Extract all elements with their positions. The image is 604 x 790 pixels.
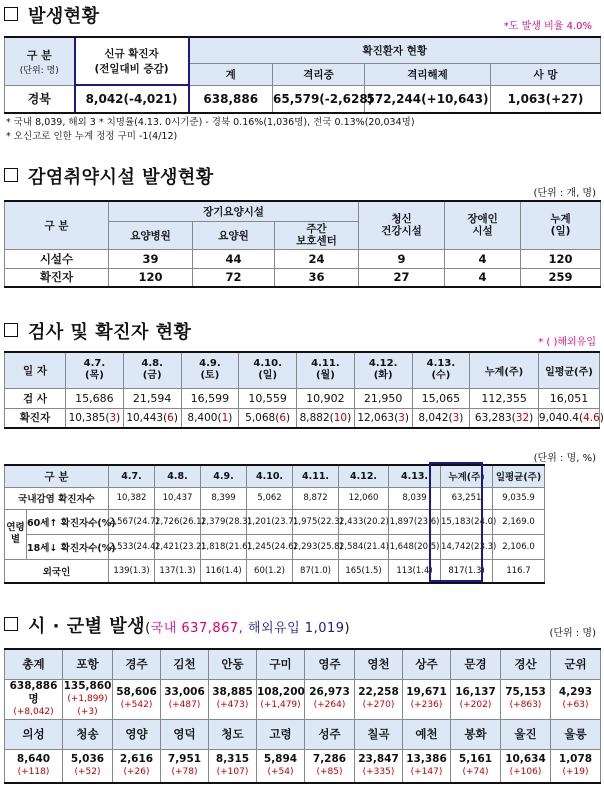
death-value: 1,063(+27) — [491, 85, 601, 113]
confirmed-value: 10,443 — [126, 411, 164, 424]
day-care-header — [275, 221, 359, 249]
cell: 2,293(25.8) — [293, 534, 339, 559]
daily-average-header: 일평균(주) — [493, 465, 545, 487]
table-row — [5, 268, 601, 287]
cell: 2,433(20.2) — [339, 509, 389, 534]
delta: (+1,899)(+3) — [67, 693, 108, 717]
section-title-status — [4, 2, 100, 28]
delta: (+74) — [462, 766, 489, 777]
delta: (+8,042) — [13, 706, 54, 717]
city-value — [209, 749, 257, 783]
date-header-6: 4.13. — [389, 465, 441, 487]
date-header-3: 4.10. — [247, 465, 293, 487]
city-name: 경주 — [113, 649, 161, 679]
cum-l2: (일) — [550, 225, 571, 238]
date-header-0: 4.7. — [109, 465, 155, 487]
cumulative-header: 누계(주) — [470, 352, 539, 388]
cell: 2,379(28.3) — [201, 509, 247, 534]
unit-label: (단위: 명) — [19, 65, 59, 76]
domestic-count: 국내 637,867, — [150, 621, 244, 636]
cell: 72 — [193, 268, 275, 287]
city-value — [113, 749, 161, 783]
released-value: 572,244(+10,643) — [365, 85, 491, 113]
cell: 112,355 — [470, 388, 539, 408]
cell: 36 — [275, 268, 359, 287]
delta: (+863) — [509, 700, 542, 710]
confirmed-value: 63,283 — [474, 411, 512, 424]
confirmed-group-header: 확진환자 현황 — [189, 37, 601, 63]
row-label: 확진자 — [5, 268, 109, 287]
count: 22,258 — [358, 686, 399, 698]
section-title-text: 감염취약시설 발생현황 — [28, 167, 214, 188]
date-header-4: 4.11. — [293, 465, 339, 487]
count: 2,616 — [119, 752, 154, 765]
date-header-2: 4.9. — [201, 465, 247, 487]
overseas-value: 1 — [221, 411, 229, 424]
weekday-label: (금) — [142, 370, 162, 382]
cell: 14,742(23.3) — [441, 534, 493, 559]
checkbox-bullet-icon — [4, 617, 18, 631]
row-label: 국내감염 확진자수 — [5, 487, 109, 509]
cell: 116(1.4) — [201, 559, 247, 583]
weekday-label: (월) — [315, 370, 335, 382]
overseas-value: 3 — [452, 411, 460, 424]
table-row — [5, 534, 601, 559]
cell: 10,559 — [239, 388, 297, 408]
city-value-row — [5, 749, 601, 783]
city-value — [451, 749, 501, 783]
date-header-2 — [181, 352, 239, 388]
count: 10,634 — [505, 752, 546, 765]
count: 7,951 — [167, 752, 202, 765]
confirmed-row — [5, 408, 600, 428]
cell: 63,251 — [441, 487, 493, 509]
cell: 27 — [359, 268, 445, 287]
cell: 8,042(3) — [412, 408, 470, 428]
delta: (+63) — [562, 700, 589, 710]
delta: (+19) — [562, 766, 589, 777]
count: 33,006 — [164, 686, 205, 698]
weekday-label: (목) — [84, 370, 104, 382]
city-value — [161, 679, 209, 719]
section-title-text: 검사 및 확진자 현황 — [28, 322, 192, 343]
delta: (+264) — [313, 700, 346, 710]
city-name: 구미 — [257, 649, 305, 679]
count: 23,847 — [358, 752, 399, 765]
date-label: 4.12. — [368, 358, 398, 370]
new-cases-value: 8,042(-4,021) — [75, 85, 189, 113]
date-label: 4.11. — [311, 358, 340, 370]
cell: 5,068(6) — [239, 408, 297, 428]
cell: 10,902 — [297, 388, 355, 408]
city-name: 청도 — [209, 719, 257, 749]
cell: 1,818(21.6) — [201, 534, 247, 559]
cell: 2,106.0 — [493, 534, 545, 559]
cities-unit: (단위 : 명) — [549, 628, 596, 639]
count: 13,386 — [406, 752, 447, 765]
cell: 1,975(22.3) — [293, 509, 339, 534]
total-header: 계 — [189, 63, 273, 85]
city-value — [5, 749, 63, 783]
section-title-tests — [4, 318, 191, 344]
city-name: 안동 — [209, 649, 257, 679]
date-header-0 — [66, 352, 124, 388]
youth-l1: 청신 — [391, 213, 412, 226]
delta: (+54) — [267, 766, 294, 777]
city-value — [403, 749, 451, 783]
total-value: 638,886 — [189, 85, 273, 113]
isolation-value: 65,579(-2,628) — [273, 85, 365, 113]
city-value — [551, 679, 601, 719]
delta: (+473) — [216, 700, 249, 710]
cell: 2,533(24.4) — [109, 534, 155, 559]
dis-l2: 시설 — [472, 225, 493, 238]
count: 8,315 — [215, 752, 250, 765]
section-title-text: 시 · 군별 발생 — [28, 616, 146, 637]
daily-average-header: 일평균(주) — [538, 352, 599, 388]
city-name: 성주 — [305, 719, 355, 749]
delta: (+487) — [168, 700, 201, 710]
delta: (+335) — [362, 766, 395, 777]
cell: 1,201(23.7) — [247, 509, 293, 534]
city-value — [5, 679, 63, 719]
date-label: 4.7. — [83, 358, 106, 370]
date-header-1 — [123, 352, 181, 388]
disability-facility-header — [445, 201, 521, 249]
city-name: 경산 — [501, 649, 551, 679]
delta: (+118) — [17, 766, 50, 777]
table-row — [5, 559, 601, 583]
count: 38,885 — [212, 686, 253, 698]
count: 7,286 — [312, 752, 347, 765]
row-label: 확진자 — [5, 408, 66, 428]
cell: 63,283(32) — [470, 408, 539, 428]
cell: 1,648(20.5) — [389, 534, 441, 559]
row-label: 검 사 — [5, 388, 66, 408]
cell: 1,897(23.6) — [389, 509, 441, 534]
gubun-header: 구 분 — [5, 465, 109, 487]
age-table — [4, 464, 601, 584]
table-row — [5, 249, 601, 268]
delta: (+52) — [74, 766, 101, 777]
cumulative-header: 누계(주) — [441, 465, 493, 487]
count: 638,886명 — [9, 679, 58, 705]
t2-unit: (단위 : 명, %) — [533, 453, 596, 464]
cell: 259 — [521, 268, 601, 287]
cell: 120 — [109, 268, 193, 287]
count: 5,036 — [70, 752, 105, 765]
city-value — [451, 679, 501, 719]
note-line-1: * 국내 8,039, 해외 3 * 치명률(4.13. 0시기준) - 경북 0.16%(1,036명), 전국 0.13%(20,034명) — [6, 117, 415, 128]
city-name: 의성 — [5, 719, 63, 749]
city-name: 고령 — [257, 719, 305, 749]
cell: 87(1.0) — [293, 559, 339, 583]
delta: (+26) — [123, 766, 150, 777]
facilities-unit: (단위 : 개, 명) — [533, 188, 596, 199]
overseas-value: 3 — [109, 411, 117, 424]
city-name: 예천 — [403, 719, 451, 749]
section-title-text: 발생현황 — [28, 6, 100, 27]
delta: (+85) — [316, 766, 343, 777]
note-line-2: * 오신고로 인한 누계 정정 구미 -1(4/12) — [6, 131, 178, 142]
gubun-header — [5, 37, 75, 85]
count: 75,153 — [505, 686, 546, 698]
delta: (+147) — [410, 766, 443, 777]
cell: 120 — [521, 249, 601, 268]
cell: 5,062 — [247, 487, 293, 509]
city-name: 울릉 — [551, 719, 601, 749]
weekday-label: (토) — [200, 370, 220, 382]
weekday-label: (화) — [373, 370, 393, 382]
sub-paren: ) — [344, 621, 351, 636]
age-table-header-row — [5, 465, 601, 487]
city-name: 김천 — [161, 649, 209, 679]
cell: 10,443(6) — [123, 408, 181, 428]
cell: 12,060 — [339, 487, 389, 509]
cell: 24 — [275, 249, 359, 268]
confirmed-value: 8,042 — [418, 411, 449, 424]
confirmed-value: 9,040.4 — [538, 411, 579, 424]
city-value — [257, 749, 305, 783]
tests-row — [5, 388, 600, 408]
city-name: 칠곡 — [355, 719, 403, 749]
city-name: 영양 — [113, 719, 161, 749]
count: 135,860 — [63, 679, 112, 692]
city-value — [63, 749, 113, 783]
table-row — [5, 487, 601, 509]
nursing-hospital-header: 요양병원 — [109, 221, 193, 249]
city-value — [209, 679, 257, 719]
cumulative-header — [521, 201, 601, 249]
day-l1: 주간 — [306, 223, 327, 235]
cell: 21,950 — [354, 388, 412, 408]
cell: 16,599 — [181, 388, 239, 408]
cell: 2,421(23.2) — [155, 534, 201, 559]
delta: (+202) — [459, 700, 492, 710]
count: 26,973 — [309, 686, 350, 698]
count: 4,293 — [558, 686, 593, 698]
city-name-row — [5, 649, 601, 679]
city-name: 영덕 — [161, 719, 209, 749]
weekday-label: (수) — [431, 370, 451, 382]
city-value — [113, 679, 161, 719]
tests-table — [4, 351, 604, 429]
date-label: 4.10. — [253, 358, 282, 370]
count: 5,161 — [458, 752, 493, 765]
cell: 116.7 — [493, 559, 545, 583]
checkbox-bullet-icon — [4, 168, 18, 182]
age-group-label: 연령별 — [5, 509, 27, 559]
cell: 139(1.3) — [109, 559, 155, 583]
count: 1,078 — [558, 752, 593, 765]
cell: 10,382 — [109, 487, 155, 509]
checkbox-bullet-icon — [4, 7, 18, 21]
new-cases-header — [75, 37, 189, 85]
city-value — [63, 679, 113, 719]
cities-table — [4, 648, 601, 784]
cell: 12,063(3) — [354, 408, 412, 428]
city-name: 영천 — [355, 649, 403, 679]
section-title-facilities — [4, 163, 214, 189]
cell: 10,437 — [155, 487, 201, 509]
city-name: 포항 — [63, 649, 113, 679]
date-header-3 — [239, 352, 297, 388]
new-cases-sub-label: (전일대비 증감) — [94, 63, 169, 75]
new-cases-label: 신규 확진자 — [104, 48, 159, 60]
row-label: 시설수 — [5, 249, 109, 268]
cell: 2,726(26.1) — [155, 509, 201, 534]
cum-l1: 누계 — [550, 213, 571, 226]
overseas-value: 32 — [515, 411, 530, 424]
count: 19,671 — [406, 686, 447, 698]
cell: 8,399 — [201, 487, 247, 509]
overseas-value: 10 — [333, 411, 348, 424]
cell: 2,169.0 — [493, 509, 545, 534]
count: 108,200 — [257, 686, 305, 698]
date-label: 4.9. — [199, 358, 221, 370]
cell: 39 — [109, 249, 193, 268]
city-value-row — [5, 679, 601, 719]
city-name: 군위 — [551, 649, 601, 679]
row-label: 외국인 — [5, 559, 109, 583]
city-value — [355, 749, 403, 783]
cell: 16,051 — [538, 388, 599, 408]
cell: 137(1.3) — [155, 559, 201, 583]
overseas-note: * ( )해외유입 — [538, 337, 596, 348]
count: 58,606 — [116, 686, 157, 698]
death-header: 사 망 — [491, 63, 601, 85]
status-table — [4, 36, 601, 114]
delta: (+270) — [362, 700, 395, 710]
count: 8,640 — [16, 752, 51, 765]
cell: 8,400(1) — [181, 408, 239, 428]
city-name: 청송 — [63, 719, 113, 749]
cell: 8,039 — [389, 487, 441, 509]
isolation-header: 격리중 — [273, 63, 365, 85]
confirmed-value: 8,400 — [187, 411, 218, 424]
gubun-label: 구 분 — [26, 48, 52, 62]
city-value — [501, 749, 551, 783]
confirmed-value: 8,882 — [299, 411, 330, 424]
section-title-cities — [4, 612, 350, 638]
city-value — [355, 679, 403, 719]
status-row — [5, 85, 601, 113]
city-value — [551, 749, 601, 783]
city-name: 영주 — [305, 649, 355, 679]
date-header-5: 4.12. — [339, 465, 389, 487]
overseas-value: 6 — [279, 411, 287, 424]
dis-l1: 장애인 — [467, 213, 498, 226]
cell: 8,882(10) — [297, 408, 355, 428]
date-header-1: 4.8. — [155, 465, 201, 487]
delta: (+106) — [509, 766, 542, 777]
city-name: 문경 — [451, 649, 501, 679]
cell: 60(1.2) — [247, 559, 293, 583]
province-rate-note: *도 발생 비율 4.0% — [503, 21, 592, 32]
day-l2: 보호센터 — [296, 235, 337, 247]
cell: 165(1.5) — [339, 559, 389, 583]
count: 5,894 — [263, 752, 298, 765]
cell: 15,183(24.0) — [441, 509, 493, 534]
overseas-value: 4.6 — [583, 411, 600, 424]
row-label: 60세↑ 확진자수(%) — [27, 509, 109, 534]
confirmed-value: 10,385 — [68, 411, 106, 424]
weekday-label: (일) — [258, 370, 278, 382]
confirmed-value: 5,068 — [245, 411, 276, 424]
cell: 2,584(21.4) — [339, 534, 389, 559]
released-header: 격리해제 — [365, 63, 491, 85]
table-row — [5, 509, 601, 534]
date-header-4 — [297, 352, 355, 388]
ltc-header: 장기요양시설 — [109, 201, 359, 221]
cell: 2,567(24.7) — [109, 509, 155, 534]
gubun-header: 구 분 — [5, 201, 109, 249]
sub-paren: ( — [145, 621, 151, 636]
confirmed-value: 12,063 — [357, 411, 395, 424]
cell: 817(1.3) — [441, 559, 493, 583]
youth-l2: 건강시설 — [381, 225, 422, 238]
cell: 4 — [445, 249, 521, 268]
date-label: 4.13. — [426, 358, 456, 370]
city-value — [501, 679, 551, 719]
city-value — [305, 749, 355, 783]
cell: 8,872 — [293, 487, 339, 509]
checkbox-bullet-icon — [4, 323, 18, 337]
date-header: 일 자 — [5, 352, 66, 388]
city-name: 상주 — [403, 649, 451, 679]
cell: 113(1.4) — [389, 559, 441, 583]
overseas-value: 6 — [167, 411, 174, 424]
date-label: 4.8. — [141, 358, 163, 370]
date-header-6 — [412, 352, 470, 388]
delta: (+542) — [120, 700, 153, 710]
city-name: 봉화 — [451, 719, 501, 749]
delta: (+1,479) — [260, 700, 301, 710]
cell: 9,035.9 — [493, 487, 545, 509]
city-name: 울진 — [501, 719, 551, 749]
facilities-table — [4, 200, 601, 288]
city-value — [161, 749, 209, 783]
cell: 9 — [359, 249, 445, 268]
city-value — [305, 679, 355, 719]
count: 16,137 — [455, 686, 496, 698]
cell: 21,594 — [123, 388, 181, 408]
cell: 4 — [445, 268, 521, 287]
overseas-count: 해외유입 1,019 — [247, 621, 345, 636]
cell: 15,686 — [66, 388, 124, 408]
overseas-value: 3 — [398, 411, 405, 424]
delta: (+78) — [171, 766, 198, 777]
youth-facility-header — [359, 201, 445, 249]
date-header-5 — [354, 352, 412, 388]
cell: 44 — [193, 249, 275, 268]
region-label: 경북 — [5, 85, 75, 113]
highlight-frame — [429, 462, 483, 582]
city-value — [257, 679, 305, 719]
row-label: 18세↓ 확진자수(%) — [27, 534, 109, 559]
delta: (+107) — [216, 766, 249, 777]
cell: 9,040.4(4.6) — [538, 408, 599, 428]
nursing-home-header: 요양원 — [193, 221, 275, 249]
city-name: 총계 — [5, 649, 63, 679]
cell: 15,065 — [412, 388, 470, 408]
city-name-row — [5, 719, 601, 749]
cell: 1,245(24.6) — [247, 534, 293, 559]
delta: (+236) — [410, 700, 443, 710]
cell: 10,385(3) — [66, 408, 124, 428]
city-value — [403, 679, 451, 719]
